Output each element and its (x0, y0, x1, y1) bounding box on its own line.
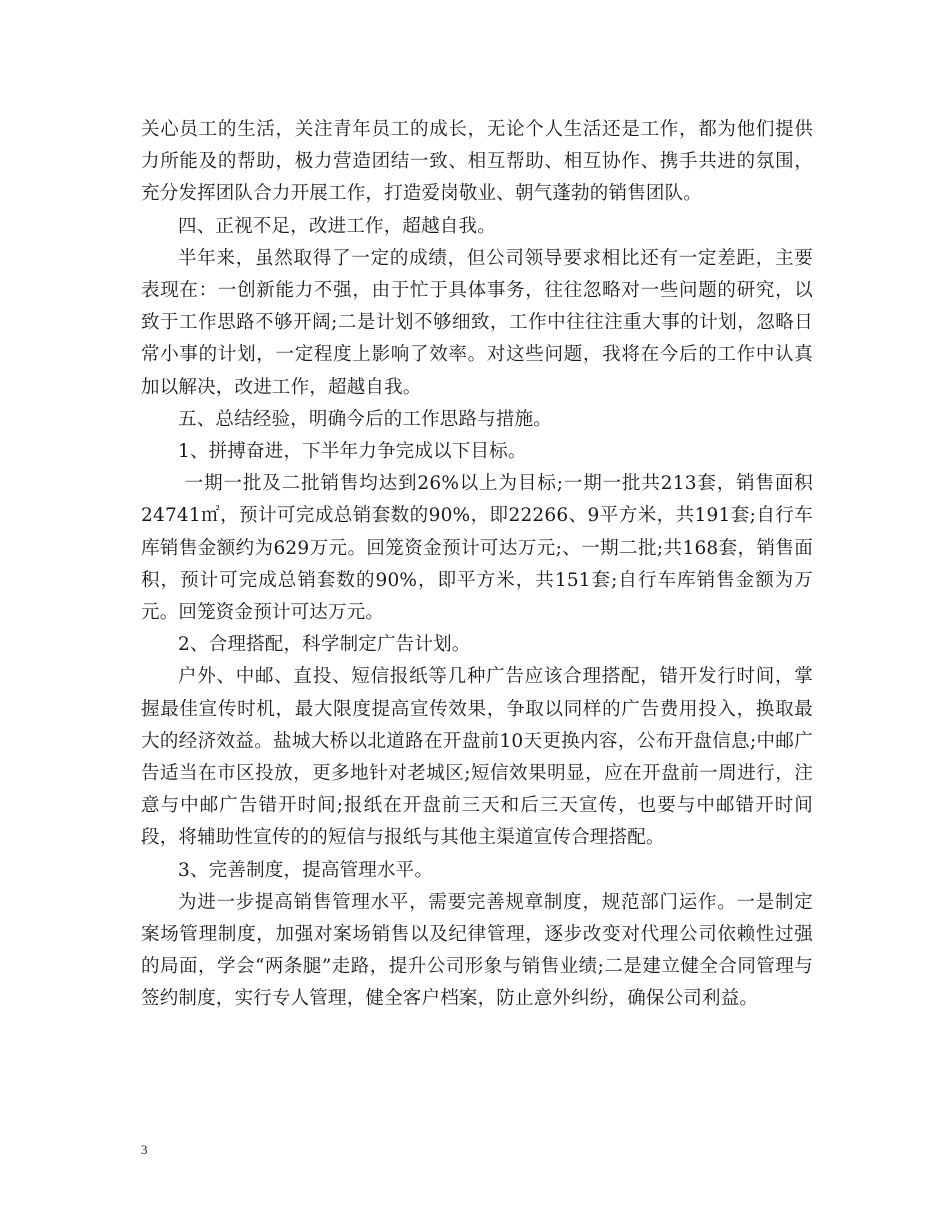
paragraph-employee-care: 关心员工的生活，关注青年员工的成长，无论个人生活还是工作，都为他们提供力所能及的帮助，极力营造团结一致、相互帮助、相互协作、携手共进的氛围，充分发挥团队合力开展工作，打造爱岗敬业、朝气蓬勃的销售团队。 (141, 119, 813, 205)
paragraph-advertising-plan: 户外、中邮、直投、短信报纸等几种广告应该合理搭配，错开发行时间，掌握最佳宣传时机，最大限度提高宣传效果，争取以同样的广告费用投入，换取最大的经济效益。盐城大桥以北道路在开盘前10天更换内容，公布开盘信息;中邮广告适当在市区投放，更多地针对老城区;短信效果明显，应在开盘前一周进行，注意与中邮广告错开时间;报纸在开盘前三天和后三天宣传，也要与中邮错开时间段，将辅助性宣传的的短信与报纸与其他主渠道宣传合理搭配。 (141, 666, 813, 849)
heading-section-five: 五、总结经验，明确今后的工作思路与措施。 (178, 408, 553, 430)
subheading-management: 3、完善制度，提高管理水平。 (178, 859, 434, 881)
document-body (141, 114, 813, 1016)
subheading-advertising: 2、合理搭配，科学制定广告计划。 (178, 634, 471, 656)
heading-section-four: 四、正视不足，改进工作，超越自我。 (178, 215, 496, 237)
subheading-goals: 1、拼搏奋进，下半年力争完成以下目标。 (178, 441, 527, 463)
paragraph-management-rules: 为进一步提高销售管理水平，需要完善规章制度，规范部门运作。一是制定案场管理制度，加强对案场销售以及纪律管理，逐步改变对代理公司依赖性过强的局面，学会“两条腿”走路，提升公司形象与销售业绩;二是建立健全合同管理与签约制度，实行专人管理，健全客户档案，防止意外纠纷，确保公司利益。 (141, 891, 813, 1010)
paragraph-shortcomings: 半年来，虽然取得了一定的成绩，但公司领导要求相比还有一定差距，主要表现在：一创新能力不强，由于忙于具体事务，往往忽略对一些问题的研究，以致于工作思路不够开阔;二是计划不够细致，工作中往往注重大事的计划，忽略日常小事的计划，一定程度上影响了效率。对这些问题，我将在今后的工作中认真加以解决，改进工作，超越自我。 (141, 247, 813, 398)
paragraph-sales-targets: 一期一批及二批销售均达到26%以上为目标;一期一批共213套，销售面积24741㎡，预计可完成总销套数的90%，即22266、9平方米，共191套;自行车库销售金额约为629万元。回笼资金预计可达万元;、一期二批;共168套，销售面积，预计可完成总销套数的90%，即平方米，共151套;自行车库销售金额为万元。回笼资金预计可达万元。 (141, 473, 813, 624)
page-number: 3 (141, 1142, 148, 1157)
